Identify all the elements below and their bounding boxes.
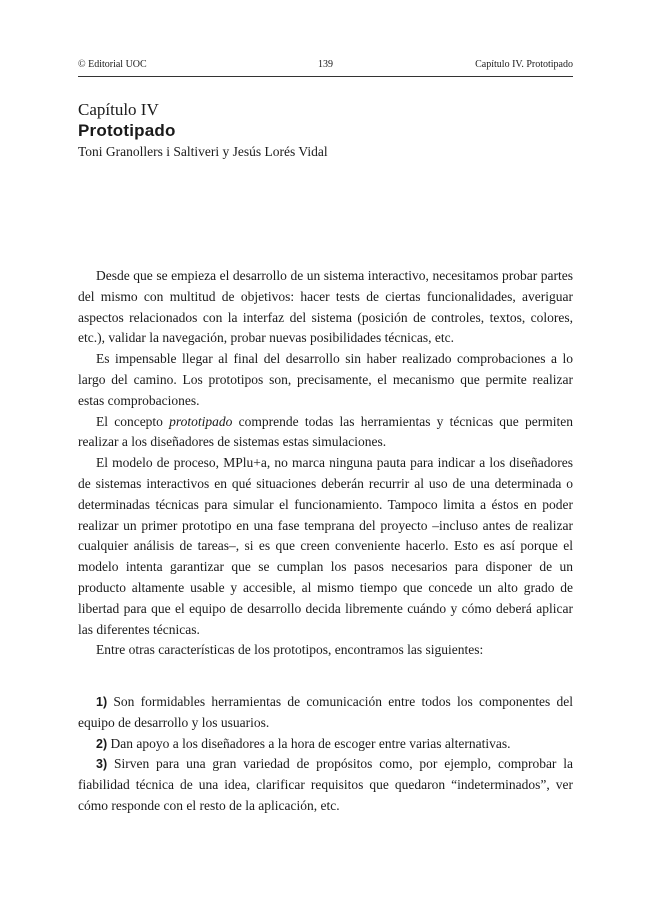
italic-term: prototipado <box>169 413 233 429</box>
numbered-list <box>78 692 573 817</box>
paragraph-text: comprende todas las herramientas y técnicas que permiten realizar a los diseñadores de sistemas estas simulaciones. <box>78 413 573 450</box>
list-item-text: Son formidables herramientas de comunicación entre todos los componentes del equipo de desarrollo y los usuarios. <box>78 694 573 730</box>
paragraph: Es impensable llegar al final del desarrollo sin haber realizado comprobaciones a lo largo del camino. Los prototipos son, precisamente, el mecanismo que permite realizar estas comprobaciones. <box>78 351 573 408</box>
running-header <box>78 58 573 72</box>
body-text <box>78 266 573 661</box>
publisher-label: © Editorial UOC <box>78 59 147 70</box>
chapter-title: Prototipado <box>78 121 176 140</box>
list-item-text: Dan apoyo a los diseñadores a la hora de escoger entre varias alternativas. <box>110 735 511 751</box>
paragraph: El modelo de proceso, MPlu+a, no marca ninguna pauta para indicar a los diseñadores de sistemas interactivos en qué situaciones deberán recurrir al uso de una determinada o determinadas técnicas para simular el funcionamiento. Tampoco limita a éstos en poder realizar un primer prototipo en una fase temprana del proyecto –incluso antes de realizar cualquier análisis de tareas–, si es que creen conveniente hacerlo. Esto es así porque el modelo intenta garantizar que se cumplan los pasos necesarios para disponer de un producto altamente usable y accesible, al mismo tiempo que concede un alto grado de libertad para que el equipo de desarrollo decida libremente cuándo y cómo deberá aplicar las diferentes técnicas. <box>78 455 573 637</box>
list-item-text: Sirven para una gran variedad de propósitos como, por ejemplo, comprobar la fiabilidad técnica de una idea, clarificar requisitos que quedaron “indeterminados”, ver cómo responde con el resto de la aplicación, etc. <box>78 756 574 813</box>
list-number: 3) <box>96 757 108 772</box>
paragraph: Desde que se empieza el desarrollo de un sistema interactivo, necesitamos probar partes del mismo con multitud de objetivos: hacer tests de ciertas funcionalidades, averiguar aspectos relacionados con la interfaz del sistema (posición de controles, textos, colores, etc.), validar la navegación, probar nuevas posibilidades técnicas, etc. <box>78 268 573 346</box>
document-page <box>78 0 573 922</box>
chapter-label: Capítulo IV <box>78 100 159 119</box>
list-item <box>78 754 573 816</box>
list-item <box>78 734 573 755</box>
list-number: 1) <box>96 695 108 709</box>
paragraph-text: El concepto <box>96 413 170 429</box>
chapter-authors: Toni Granollers i Saltiveri y Jesús Lorés Vidal <box>78 144 328 159</box>
page-number: 139 <box>318 59 333 70</box>
list-item <box>78 692 573 734</box>
running-chapter-title: Capítulo IV. Prototipado <box>475 59 573 70</box>
paragraph: Entre otras características de los prototipos, encontramos las siguientes: <box>96 642 484 658</box>
header-divider <box>78 76 573 77</box>
list-number: 2) <box>96 736 108 751</box>
paragraph <box>78 412 573 454</box>
